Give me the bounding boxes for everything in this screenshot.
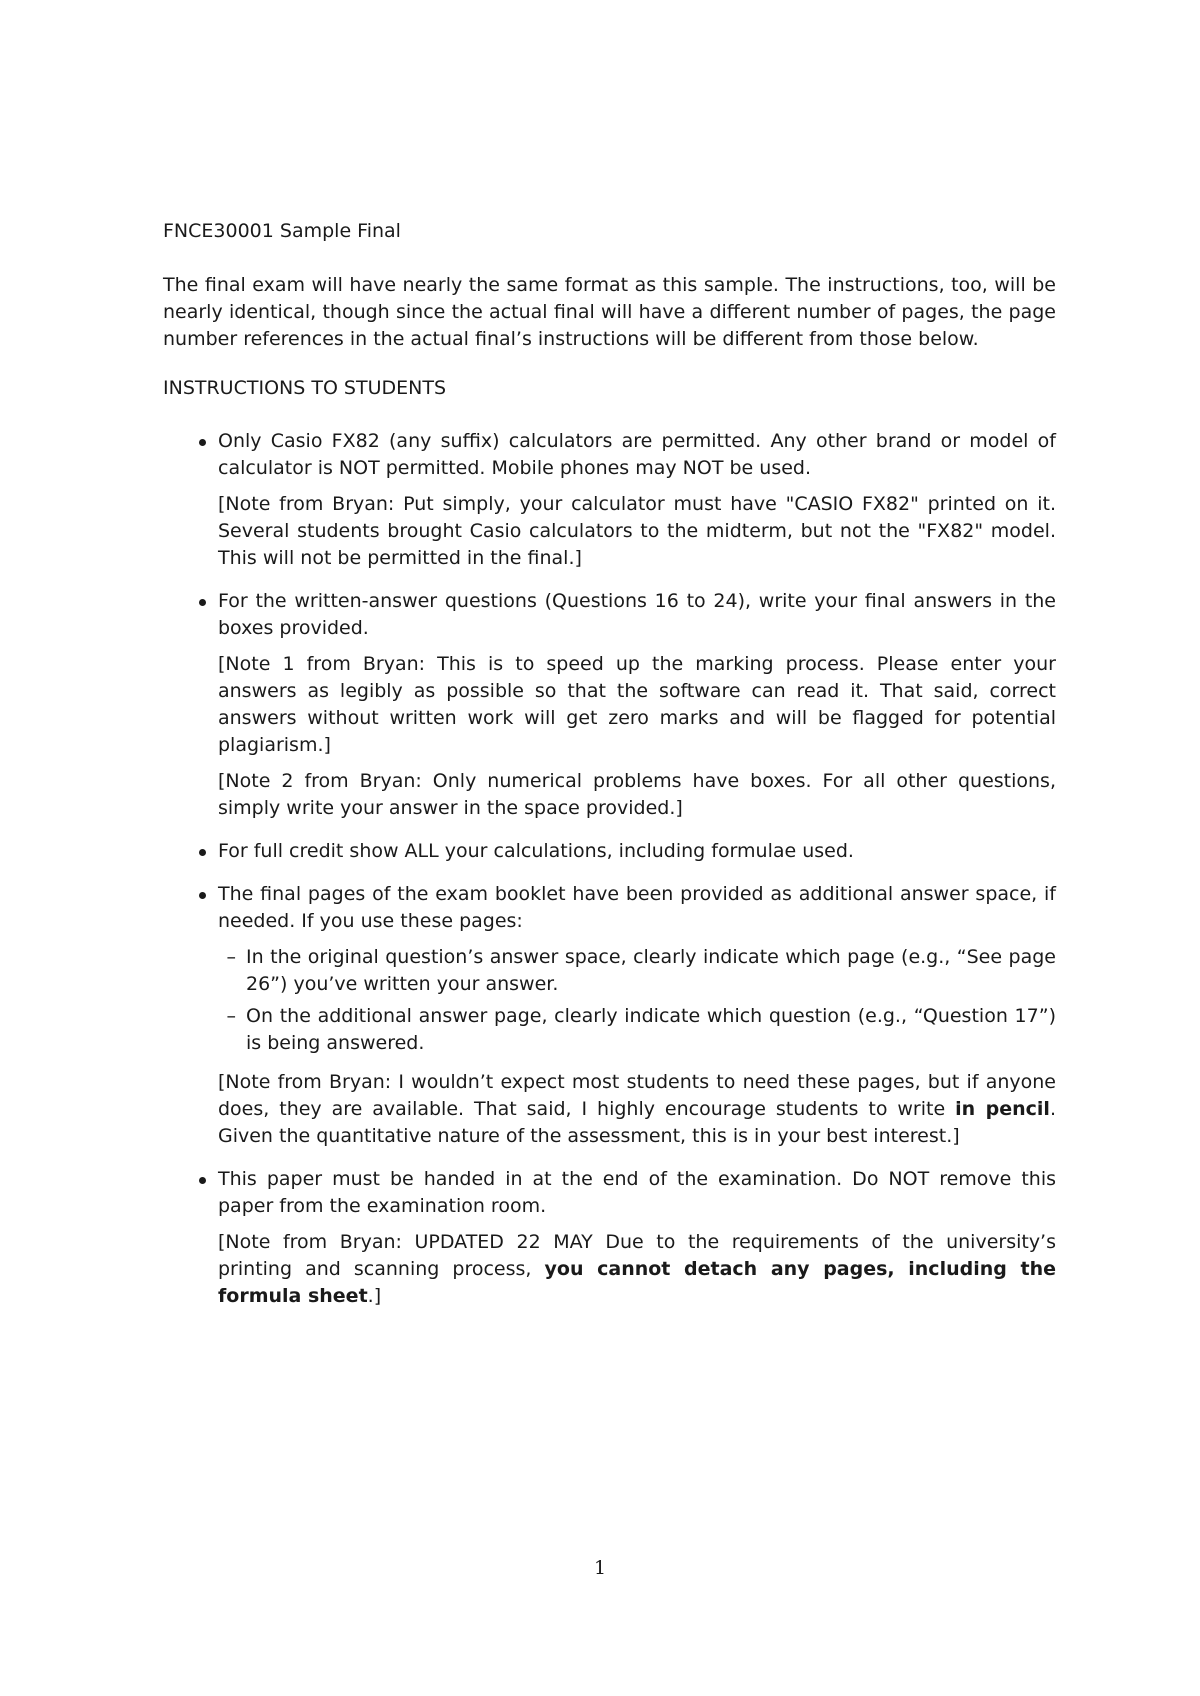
dash-marker: – [226,946,236,968]
note-text-after: .] [367,1285,382,1307]
page-content [163,218,1056,1326]
sub-instruction-item [218,944,1056,998]
instruction-item-full-credit [163,838,1056,865]
note-bold-text: in pencil [955,1098,1050,1120]
instruction-note-1: [Note 1 from Bryan: This is to speed up the marking process. Please enter your answers as legibly as possible so that the software can read it. That said, correct answers without written work will get zero marks and will be flagged for potential plagiarism.] [218,653,1056,756]
sub-instruction-text: On the additional answer page, clearly indicate which question (e.g., “Question 17”) is being answered. [246,1005,1056,1054]
instructions-list [163,428,1056,1310]
bullet-icon [199,892,206,899]
bullet-icon [199,599,206,606]
instruction-note: [Note from Bryan: Put simply, your calculator must have "CASIO FX82" printed on it. Several students brought Casio calculators to the midterm, but not the "FX82" model. This will not be permitted in the final.] [218,493,1056,569]
bullet-icon [199,1177,206,1184]
instruction-item-written-answers [163,588,1056,822]
dash-marker: – [226,1005,236,1027]
page-number: 1 [593,1557,607,1579]
instruction-item-calculators [163,428,1056,572]
note-text-before: [Note from Bryan: UPDATED 22 MAY Due to the requirements of the university’s printing and scanning process, [218,1231,1056,1280]
instruction-item-hand-in [163,1166,1056,1310]
instruction-text: This paper must be handed in at the end of the examination. Do NOT remove this paper from the examination room. [218,1168,1056,1217]
note-bold-text: you cannot detach any pages, including the formula sheet [218,1258,1056,1307]
instruction-note [218,1229,1056,1310]
document-title: FNCE30001 Sample Final [163,220,401,242]
instruction-item-additional-pages [163,881,1056,1150]
bullet-icon [199,849,206,856]
sub-instructions-list [218,944,1056,1057]
instruction-note-2: [Note 2 from Bryan: Only numerical problems have boxes. For all other questions, simply write your answer in the space provided.] [218,770,1056,819]
sub-instruction-text: In the original question’s answer space, clearly indicate which page (e.g., “See page 26”) you’ve written your answer. [246,946,1056,995]
bullet-icon [199,439,206,446]
instruction-text: Only Casio FX82 (any suffix) calculators are permitted. Any other brand or model of calculator is NOT permitted. Mobile phones may NOT be used. [218,430,1056,479]
instructions-heading: INSTRUCTIONS TO STUDENTS [163,377,447,399]
instruction-text: For the written-answer questions (Questions 16 to 24), write your final answers in the boxes provided. [218,590,1056,639]
note-text-before: [Note from Bryan: I wouldn’t expect most students to need these pages, but if anyone does, they are available. That said, I highly encourage students to write [218,1071,1056,1120]
intro-paragraph: The final exam will have nearly the same format as this sample. The instructions, too, will be nearly identical, though since the actual final will have a different number of pages, the page number references in the actual final’s instructions will be different from those below. [163,274,1056,350]
instruction-text: For full credit show ALL your calculations, including formulae used. [218,840,854,862]
sub-instruction-item [218,1003,1056,1057]
note-text-after: . Given the quantitative nature of the assessment, this is in your best interest.] [218,1098,1056,1147]
instruction-note [218,1069,1056,1150]
instruction-text: The final pages of the exam booklet have been provided as additional answer space, if needed. If you use these pages: [218,883,1056,932]
